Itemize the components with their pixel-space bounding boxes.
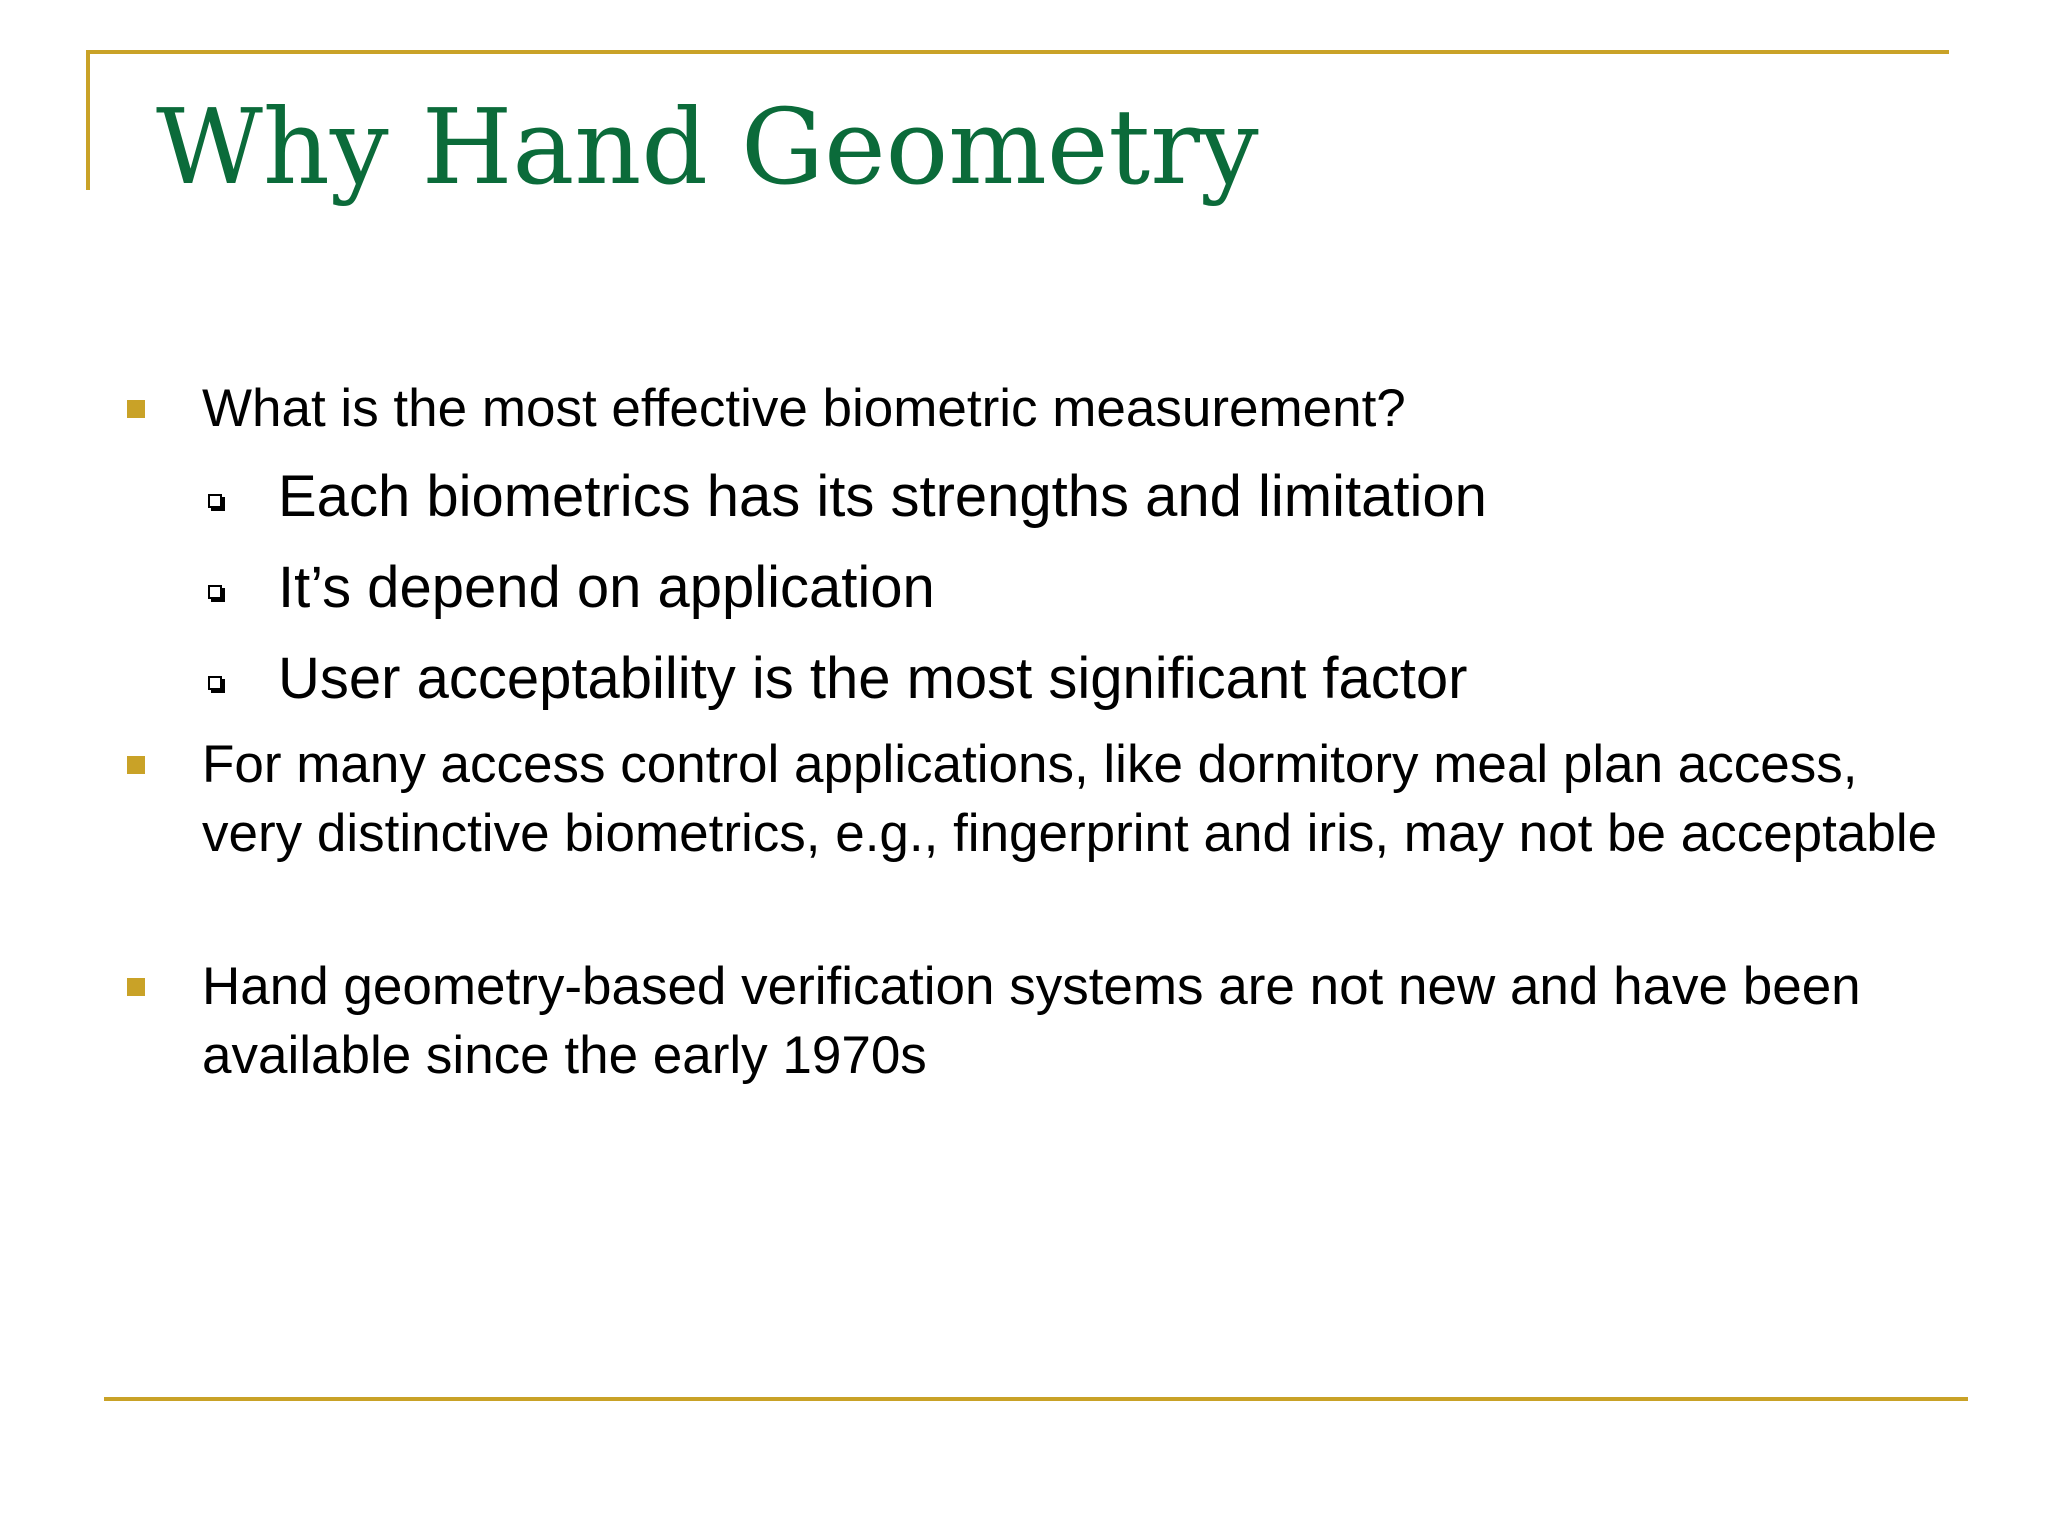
- bullet-text: What is the most effective biometric measurement?: [202, 379, 1406, 438]
- bullet-item: [202, 374, 1942, 443]
- bullet-text: Hand geometry-based verification systems are not new and have been available since the early 1970s: [202, 957, 1861, 1085]
- filled-square-bullet-icon: [127, 400, 145, 418]
- bottom-rule: [104, 1397, 1968, 1401]
- bullet-item: [202, 952, 1942, 1090]
- hollow-square-bullet-icon: [208, 676, 222, 690]
- filled-square-bullet-icon: [127, 978, 145, 996]
- sub-bullet-item: [278, 551, 1938, 625]
- slide-title: Why Hand Geometry: [156, 86, 1259, 208]
- sub-bullet-item: [278, 642, 1938, 716]
- sub-bullet-text: User acceptability is the most significant factor: [278, 646, 1468, 711]
- sub-bullet-text: It’s depend on application: [278, 555, 935, 620]
- sub-bullet-text: Each biometrics has its strengths and limitation: [278, 464, 1487, 529]
- bullet-item: [202, 730, 1942, 868]
- sub-bullet-item: [278, 460, 1938, 534]
- filled-square-bullet-icon: [127, 756, 145, 774]
- hollow-square-bullet-icon: [208, 585, 222, 599]
- hollow-square-bullet-icon: [208, 494, 222, 508]
- bullet-text: For many access control applications, like dormitory meal plan access, very distinctive biometrics, e.g., fingerprint and iris, may not be acceptable: [202, 735, 1938, 863]
